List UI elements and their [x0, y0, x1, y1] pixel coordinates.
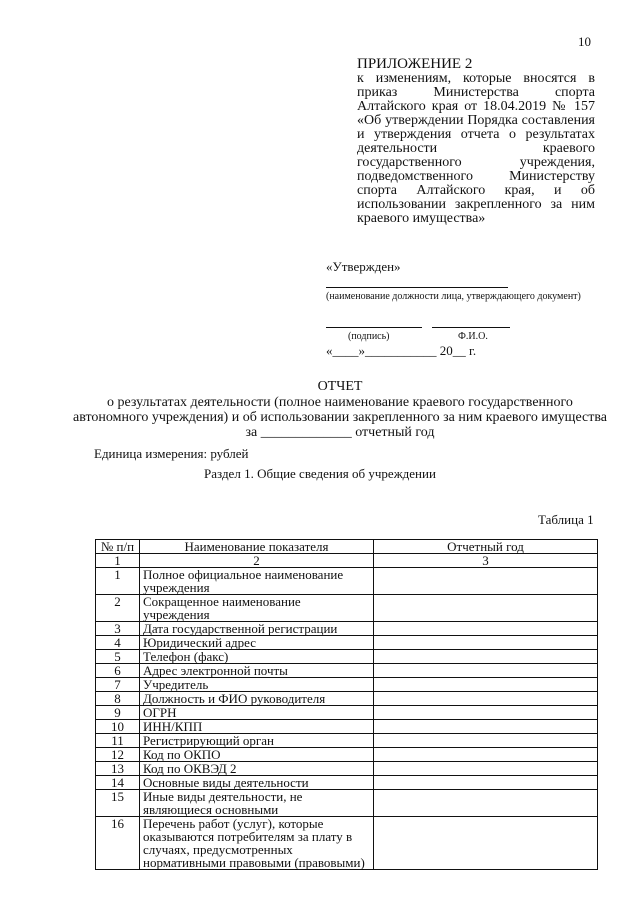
- table-row: [96, 748, 598, 762]
- table-row: [96, 692, 598, 706]
- row-indicator: Код по ОКВЭД 2: [140, 762, 374, 776]
- row-number: 10: [96, 720, 140, 734]
- signature-line: [326, 327, 422, 328]
- table-row: [96, 636, 598, 650]
- table-row: [96, 664, 598, 678]
- header-reporting-year: Отчетный год: [374, 540, 598, 554]
- row-value: [374, 636, 598, 650]
- row-indicator: Код по ОКПО: [140, 748, 374, 762]
- row-number: 9: [96, 706, 140, 720]
- index-cell: 1: [96, 554, 140, 568]
- row-number: 4: [96, 636, 140, 650]
- report-title: ОТЧЕТ: [317, 379, 363, 394]
- table-row: [96, 706, 598, 720]
- row-value: [374, 790, 598, 817]
- table-row: [96, 790, 598, 817]
- row-indicator: Полное официальное наименование учреждения: [140, 568, 374, 595]
- row-indicator: Телефон (факс): [140, 650, 374, 664]
- row-indicator: Иные виды деятельности, не являющиеся основными: [140, 790, 374, 817]
- row-indicator: ИНН/КПП: [140, 720, 374, 734]
- row-indicator: Перечень работ (услуг), которые оказываются потребителям за плату в случаях, предусмотренных нормативными правовыми (правовыми): [140, 817, 374, 870]
- table-header-row: [96, 540, 598, 554]
- approved-label: «Утвержден»: [326, 259, 401, 274]
- row-value: [374, 706, 598, 720]
- row-indicator: Сокращенное наименование учреждения: [140, 595, 374, 622]
- signature-caption: (подпись): [348, 331, 390, 342]
- row-value: [374, 817, 598, 870]
- row-number: 13: [96, 762, 140, 776]
- appendix-text: к изменениям, которые вносятся в приказ Министерства спорта Алтайского края от 18.04.2019 № 157 «Об утверждении Порядка составления и утверждения отчета о результатах деятельности краевого государственного учреждения, подведомственного Министерству спорта Алтайского края, и об использовании закрепленного за ним краевого имущества»: [357, 71, 595, 226]
- row-indicator: Дата государственной регистрации: [140, 622, 374, 636]
- row-indicator: ОГРН: [140, 706, 374, 720]
- row-indicator: Юридический адрес: [140, 636, 374, 650]
- row-number: 5: [96, 650, 140, 664]
- info-table: [95, 539, 598, 870]
- table-row: [96, 595, 598, 622]
- row-value: [374, 650, 598, 664]
- row-number: 1: [96, 568, 140, 595]
- report-subtitle-2: автономного учреждения) и об использовании закрепленного за ним краевого имущества: [72, 410, 608, 425]
- row-number: 14: [96, 776, 140, 790]
- page-number: 10: [578, 34, 591, 49]
- unit-of-measure: Единица измерения: рублей: [94, 446, 249, 461]
- name-line: [432, 327, 510, 328]
- row-value: [374, 720, 598, 734]
- appendix-block: [357, 56, 595, 226]
- table-row: [96, 720, 598, 734]
- table-row: [96, 568, 598, 595]
- name-caption: Ф.И.О.: [458, 331, 488, 342]
- position-line: [326, 287, 508, 288]
- approval-date: «____»___________ 20__ г.: [326, 343, 477, 358]
- row-indicator: Регистрирующий орган: [140, 734, 374, 748]
- table-row: [96, 678, 598, 692]
- appendix-title: ПРИЛОЖЕНИЕ 2: [357, 56, 473, 72]
- row-number: 6: [96, 664, 140, 678]
- row-indicator: Адрес электронной почты: [140, 664, 374, 678]
- row-value: [374, 762, 598, 776]
- row-value: [374, 568, 598, 595]
- index-cell: 2: [140, 554, 374, 568]
- row-number: 15: [96, 790, 140, 817]
- report-subtitle-1: о результатах деятельности (полное наименование краевого государственного: [107, 395, 573, 410]
- index-cell: 3: [374, 554, 598, 568]
- table-row: [96, 622, 598, 636]
- row-value: [374, 776, 598, 790]
- row-value: [374, 622, 598, 636]
- row-value: [374, 664, 598, 678]
- row-number: 7: [96, 678, 140, 692]
- section-title: Раздел 1. Общие сведения об учреждении: [204, 466, 436, 481]
- header-indicator: Наименование показателя: [140, 540, 374, 554]
- row-number: 2: [96, 595, 140, 622]
- row-value: [374, 595, 598, 622]
- table-index-row: [96, 554, 598, 568]
- row-value: [374, 734, 598, 748]
- row-number: 11: [96, 734, 140, 748]
- table-row: [96, 817, 598, 870]
- row-number: 12: [96, 748, 140, 762]
- table-row: [96, 762, 598, 776]
- row-value: [374, 748, 598, 762]
- table-row: [96, 734, 598, 748]
- row-indicator: Должность и ФИО руководителя: [140, 692, 374, 706]
- row-number: 16: [96, 817, 140, 870]
- table-row: [96, 776, 598, 790]
- position-caption: (наименование должности лица, утверждающего документ): [326, 291, 581, 302]
- row-number: 8: [96, 692, 140, 706]
- report-period: за _____________ отчетный год: [245, 425, 435, 440]
- row-value: [374, 678, 598, 692]
- row-value: [374, 692, 598, 706]
- row-number: 3: [96, 622, 140, 636]
- table-caption: Таблица 1: [538, 512, 594, 527]
- row-indicator: Учредитель: [140, 678, 374, 692]
- row-indicator: Основные виды деятельности: [140, 776, 374, 790]
- table-row: [96, 650, 598, 664]
- header-number: № п/п: [96, 540, 140, 554]
